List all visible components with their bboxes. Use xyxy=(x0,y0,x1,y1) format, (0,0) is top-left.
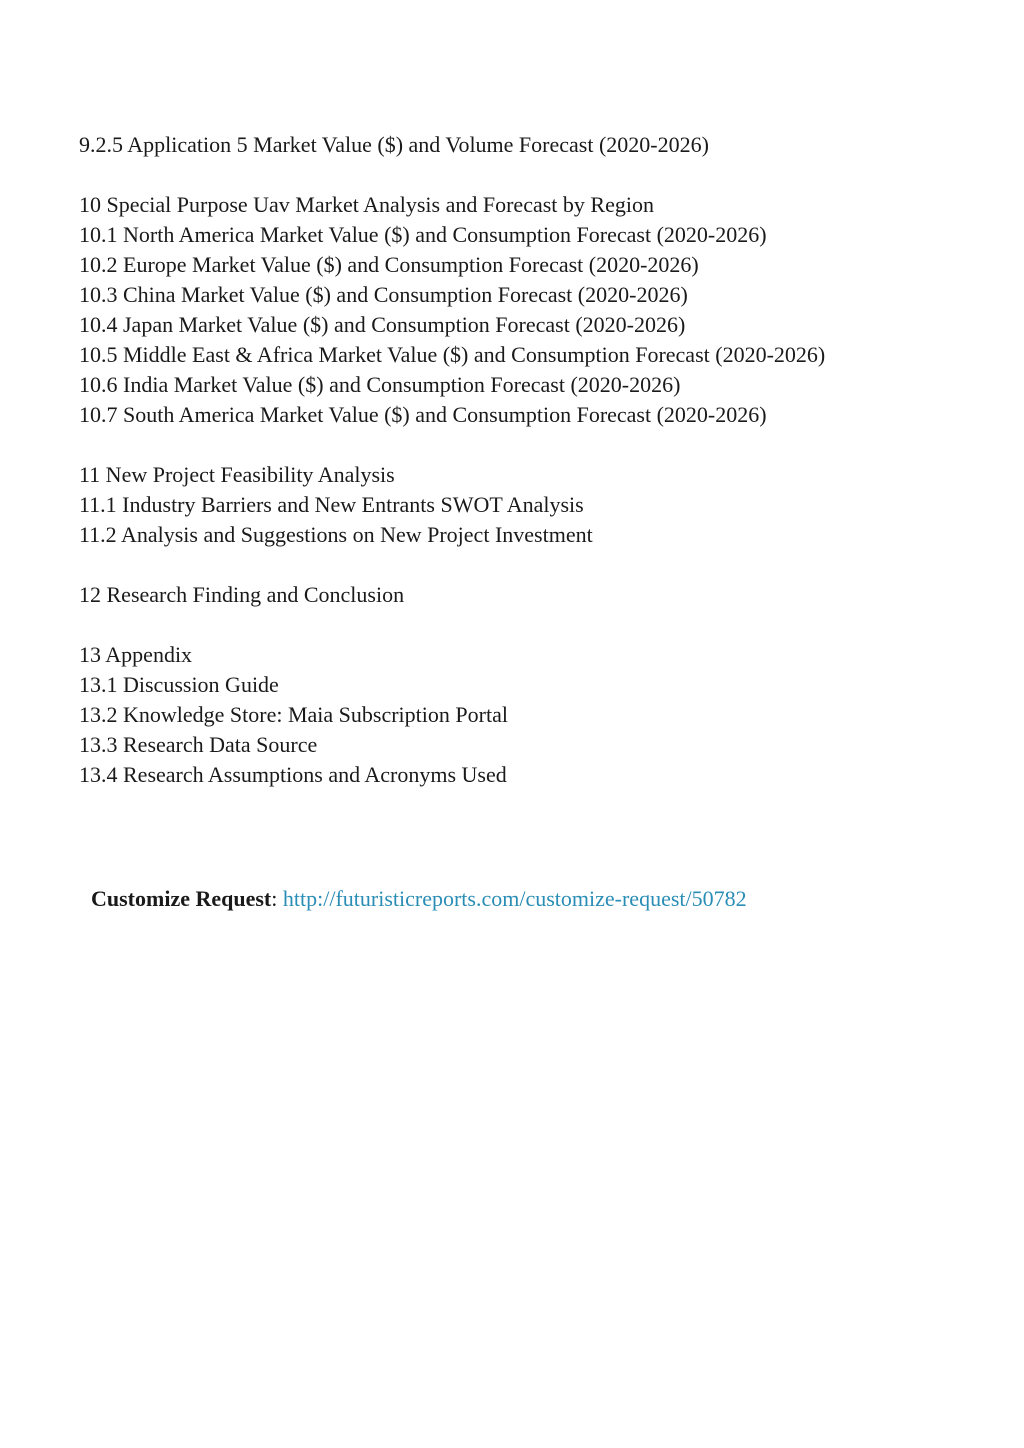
toc-entry-13-1: 13.1 Discussion Guide xyxy=(79,672,279,697)
toc-spacer xyxy=(79,550,979,580)
toc-entry-13-3: 13.3 Research Data Source xyxy=(79,732,318,757)
customize-request-label: Customize Request xyxy=(91,886,272,911)
customize-request-link[interactable]: http://futuristicreports.com/customize-request/50782 xyxy=(282,886,747,911)
customize-request-line xyxy=(91,884,747,914)
table-of-contents xyxy=(79,130,979,790)
toc-entry-10-1: 10.1 North America Market Value ($) and Consumption Forecast (2020-2026) xyxy=(79,222,767,247)
toc-entry-10-5: 10.5 Middle East & Africa Market Value ($) and Consumption Forecast (2020-2026) xyxy=(79,342,826,367)
toc-entry-13-4: 13.4 Research Assumptions and Acronyms Used xyxy=(79,762,507,787)
toc-spacer xyxy=(79,160,979,190)
toc-spacer xyxy=(79,430,979,460)
customize-request-separator: : xyxy=(271,886,278,911)
toc-section-11: 11 New Project Feasibility Analysis xyxy=(79,462,395,487)
toc-entry-9-2-5: 9.2.5 Application 5 Market Value ($) and Volume Forecast (2020-2026) xyxy=(79,132,709,157)
toc-spacer xyxy=(79,610,979,640)
toc-entry-10-3: 10.3 China Market Value ($) and Consumption Forecast (2020-2026) xyxy=(79,282,688,307)
toc-entry-10-4: 10.4 Japan Market Value ($) and Consumption Forecast (2020-2026) xyxy=(79,312,686,337)
toc-entry-13-2: 13.2 Knowledge Store: Maia Subscription Portal xyxy=(79,702,508,727)
toc-entry-10-7: 10.7 South America Market Value ($) and Consumption Forecast (2020-2026) xyxy=(79,402,767,427)
toc-section-10: 10 Special Purpose Uav Market Analysis and Forecast by Region xyxy=(79,192,654,217)
toc-entry-10-6: 10.6 India Market Value ($) and Consumption Forecast (2020-2026) xyxy=(79,372,681,397)
toc-entry-11-2: 11.2 Analysis and Suggestions on New Project Investment xyxy=(79,522,593,547)
toc-section-13: 13 Appendix xyxy=(79,642,193,667)
toc-entry-10-2: 10.2 Europe Market Value ($) and Consumption Forecast (2020-2026) xyxy=(79,252,699,277)
toc-section-12: 12 Research Finding and Conclusion xyxy=(79,582,405,607)
toc-entry-11-1: 11.1 Industry Barriers and New Entrants SWOT Analysis xyxy=(79,492,584,517)
